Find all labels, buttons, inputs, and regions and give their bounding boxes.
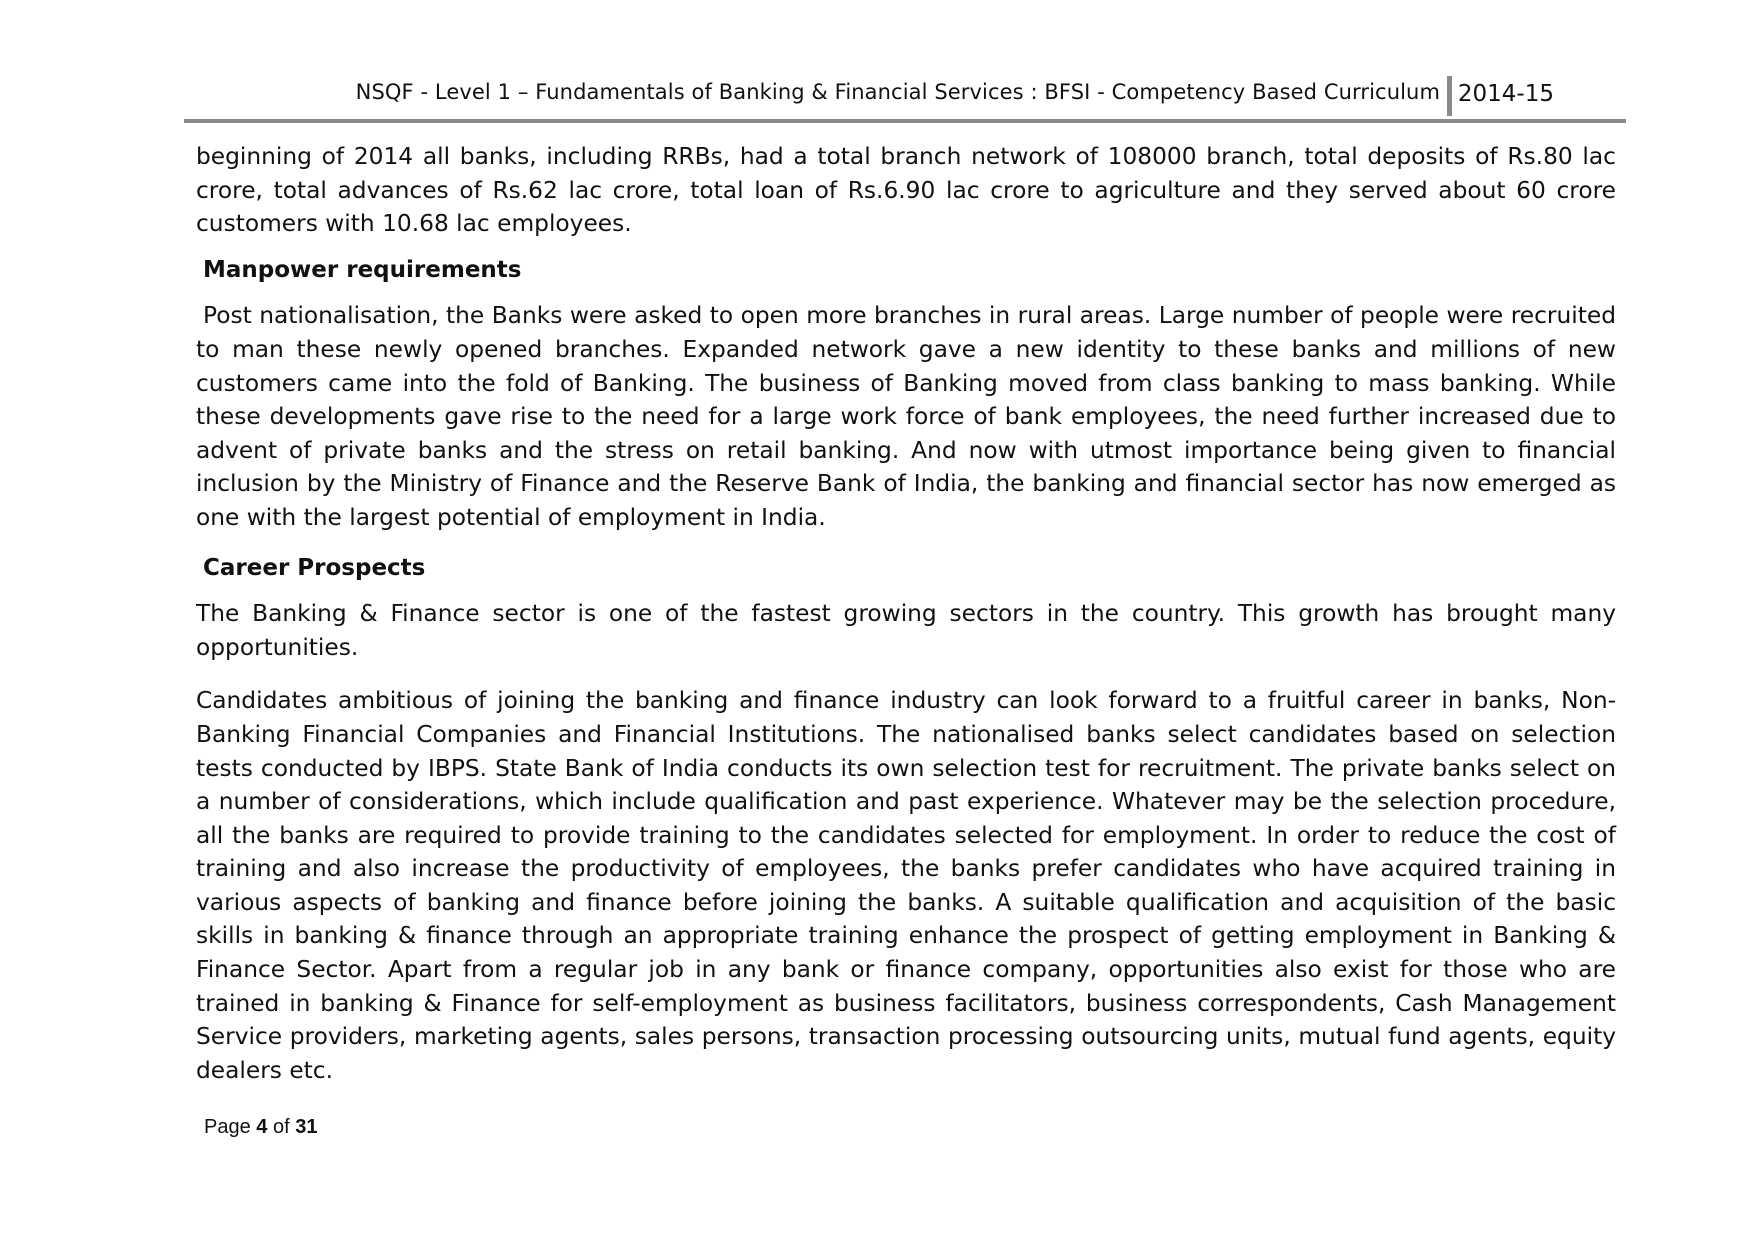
document-title: NSQF - Level 1 – Fundamentals of Banking & Financial Services : BFSI - Competency Based Curriculum (355, 80, 1440, 104)
page-content (196, 140, 1616, 1087)
document-year: 2014-15 (1457, 81, 1554, 107)
career-heading: Career Prospects (203, 554, 426, 581)
page-label: Page (204, 1116, 251, 1138)
page-footer (204, 1116, 317, 1139)
page-total: 31 (295, 1116, 318, 1138)
career-paragraph-1: The Banking & Finance sector is one of the fastest growing sectors in the country. This growth has brought many opportunities. (196, 600, 1616, 661)
manpower-paragraph: Post nationalisation, the Banks were asked to open more branches in rural areas. Large number of people were recruited to man these newly opened branches. Expanded network gave a new identity to these banks and millions of new customers came into the fold of Banking. The business of Banking moved from class banking to mass banking. While these developments gave rise to the need for a large work force of bank employees, the need further increased due to advent of private banks and the stress on retail banking. And now with utmost importance being given to financial inclusion by the Ministry of Finance and the Reserve Bank of India, the banking and financial sector has now emerged as one with the largest potential of employment in India. (196, 302, 1616, 531)
of-label: of (272, 1116, 290, 1138)
page-header (184, 72, 1626, 124)
intro-paragraph: beginning of 2014 all banks, including RRBs, had a total branch network of 108000 branch, total deposits of Rs.80 lac crore, total advances of Rs.62 lac crore, total loan of Rs.6.90 lac crore to agriculture and they served about 60 crore customers with 10.68 lac employees. (196, 143, 1616, 238)
header-divider (1447, 76, 1452, 116)
header-rule (184, 119, 1626, 123)
career-paragraph-2: Candidates ambitious of joining the banking and finance industry can look forward to a fruitful career in banks, Non-Banking Financial Companies and Financial Institutions. The nationalised banks select candidates based on selection tests conducted by IBPS. State Bank of India conducts its own selection test for recruitment. The private banks select on a number of considerations, which include qualification and past experience. Whatever may be the selection procedure, all the banks are required to provide training to the candidates selected for employment. In order to reduce the cost of training and also increase the productivity of employees, the banks prefer candidates who have acquired training in various aspects of banking and finance before joining the banks. A suitable qualification and acquisition of the basic skills in banking & finance through an appropriate training enhance the prospect of getting employment in Banking & Finance Sector. Apart from a regular job in any bank or finance company, opportunities also exist for those who are trained in banking & Finance for self-employment as business facilitators, business correspondents, Cash Management Service providers, marketing agents, sales persons, transaction processing outsourcing units, mutual fund agents, equity dealers etc. (196, 687, 1616, 1084)
manpower-heading: Manpower requirements (203, 256, 522, 283)
page-current: 4 (256, 1116, 268, 1138)
